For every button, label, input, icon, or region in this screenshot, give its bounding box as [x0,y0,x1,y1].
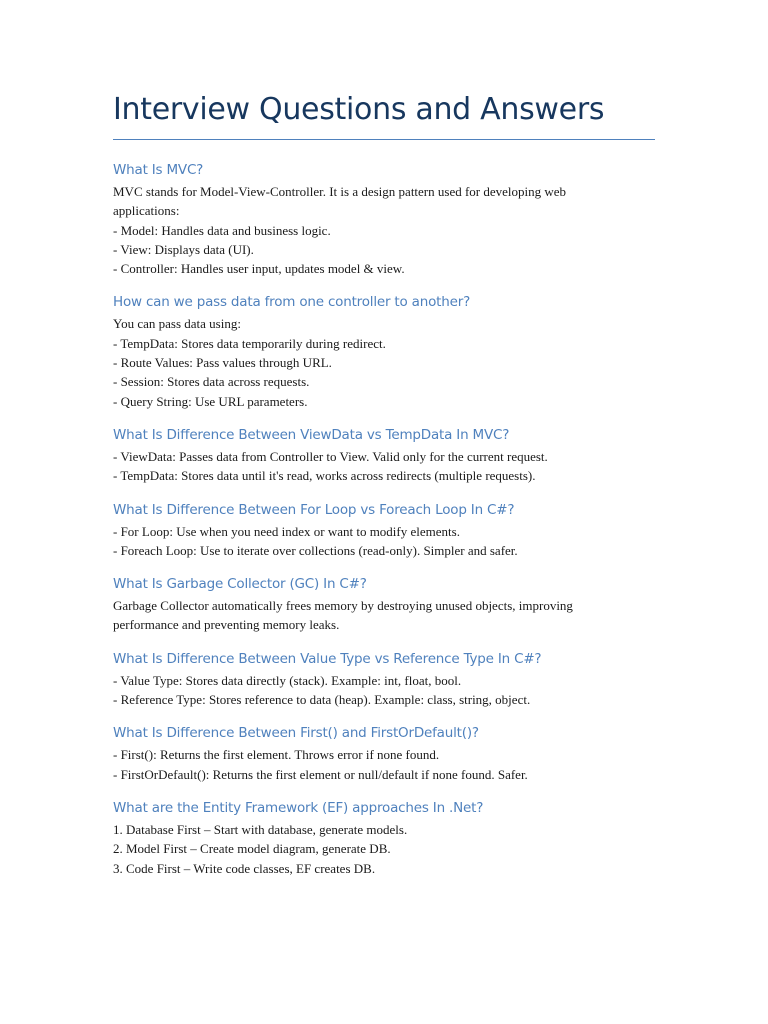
section-spacer [113,486,658,498]
question-heading: What Is Garbage Collector (GC) In C#? [113,576,367,593]
answer-text [113,671,658,710]
answer-line: - Value Type: Stores data directly (stack). Example: int, float, bool. [113,672,462,688]
document-title: Interview Questions and Answers [113,92,605,127]
section-spacer [113,784,658,796]
answer-line: 1. Database First – Start with database, generate models. [113,821,408,837]
qa-section [113,427,658,498]
section-spacer [113,411,658,423]
title-underline [113,139,655,140]
question-heading: What Is Difference Between First() and FirstOrDefault()? [113,725,479,742]
answer-line: - Session: Stores data across requests. [113,374,310,390]
answer-text [113,182,658,278]
question-heading: What Is Difference Between ViewData vs TempData In MVC? [113,426,510,443]
answer-line: 3. Code First – Write code classes, EF creates DB. [113,860,376,876]
answer-line: - ViewData: Passes data from Controller to View. Valid only for the current request. [113,448,548,464]
answer-line: - Route Values: Pass values through URL. [113,355,332,371]
answer-text [113,820,658,878]
qa-section [113,725,658,796]
answer-text [113,314,658,410]
answer-line: - For Loop: Use when you need index or want to modify elements. [113,523,460,539]
answer-line: - FirstOrDefault(): Returns the first element or null/default if none found. Safer. [113,766,528,782]
qa-section [113,651,658,722]
answer-line: - Model: Handles data and business logic. [113,222,331,238]
answer-text [113,745,658,784]
question-heading: How can we pass data from one controller to another? [113,294,471,311]
answer-line: applications: [113,203,180,219]
answer-line: You can pass data using: [113,316,241,332]
qa-content [113,158,658,878]
section-spacer [113,635,658,647]
question-heading: What are the Entity Framework (EF) approaches In .Net? [113,799,484,816]
answer-line: MVC stands for Model-View-Controller. It is a design pattern used for developing web [113,184,567,199]
answer-text [113,522,658,561]
answer-line: - TempData: Stores data temporarily during redirect. [113,335,386,351]
qa-section [113,162,658,290]
answer-line: - First(): Returns the first element. Throws error if none found. [113,747,440,763]
answer-line: 2. Model First – Create model diagram, generate DB. [113,841,391,857]
answer-text [113,596,658,635]
qa-section [113,502,658,573]
answer-line: Garbage Collector automatically frees memory by destroying unused objects, improving [113,598,573,614]
qa-section [113,800,658,878]
answer-line: - View: Displays data (UI). [113,241,254,257]
section-spacer [113,560,658,572]
answer-line: - Query String: Use URL parameters. [113,393,308,409]
section-spacer [113,709,658,721]
question-heading: What Is Difference Between Value Type vs Reference Type In C#? [113,650,542,667]
qa-section [113,576,658,647]
answer-line: - Reference Type: Stores reference to data (heap). Example: class, string, object. [113,692,531,708]
section-spacer [113,278,658,290]
question-heading: What Is Difference Between For Loop vs Foreach Loop In C#? [113,501,515,518]
answer-text [113,447,658,486]
qa-section [113,294,658,422]
answer-line: - TempData: Stores data until it's read, works across redirects (multiple requests). [113,468,536,484]
answer-line: - Foreach Loop: Use to iterate over collections (read-only). Simpler and safer. [113,542,518,558]
answer-line: - Controller: Handles user input, updates model & view. [113,261,405,277]
answer-line: performance and preventing memory leaks. [113,617,340,633]
question-heading: What Is MVC? [113,162,204,178]
